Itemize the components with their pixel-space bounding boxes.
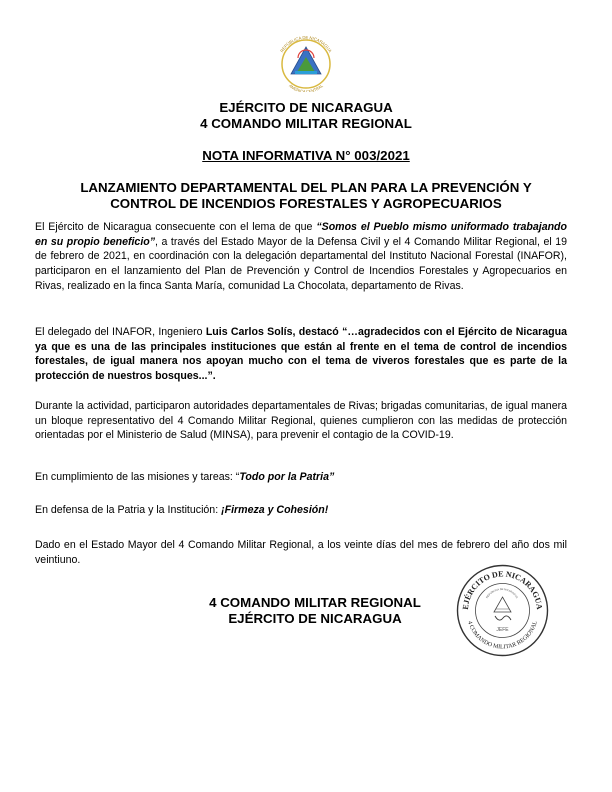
paragraph-delegate bbox=[35, 325, 567, 384]
seal-jefe-label: JEFE bbox=[496, 627, 509, 633]
delegate-quote: Luis Carlos Solís, destacó “…agradecidos con el Ejército de Nicaragua ya que es una de las principales instituciones que están al frente en el tema de control de incendios forestales, de igual manera nos apoyan mucho con el tema de viveros forestales que es parte de la protección de nuestros bosques...”. bbox=[35, 326, 567, 383]
paragraph-intro bbox=[35, 220, 567, 294]
paragraph-defense bbox=[35, 503, 567, 518]
mission-motto: Todo por la Patria” bbox=[239, 471, 335, 483]
seal-inner-text: REPÚBLICA DE NICARAGUA bbox=[485, 587, 519, 599]
paragraph-intro-text-a: El Ejército de Nicaragua consecuente con el lema de que bbox=[35, 221, 317, 233]
paragraph-activity: Durante la actividad, participaron autoridades departamentales de Rivas; brigadas comunitarias, de igual manera un bloque representativo del 4 Comando Militar Regional, quienes cumplieron con las medidas de protección orientadas por el Ministerio de Salud (MINSA), para prevenir el contagio de la COVID-19. bbox=[35, 400, 567, 442]
emblem-top-text: REPÚBLICA DE NICARAGUA bbox=[279, 34, 333, 54]
paragraph-delegate-text-a: El delegado del INAFOR, Ingeniero bbox=[35, 326, 206, 338]
title-line-1: LANZAMIENTO DEPARTAMENTAL DEL PLAN PARA LA PREVENCIÓN Y bbox=[80, 180, 532, 195]
signature-institution: EJÉRCITO DE NICARAGUA bbox=[228, 611, 402, 626]
seal-bottom-text: 4 COMANDO MILITAR REGIONAL bbox=[466, 620, 539, 651]
title-line-2: CONTROL DE INCENDIOS FORESTALES Y AGROPECUARIOS bbox=[110, 196, 502, 211]
motto-quote: “Somos el Pueblo mismo uniformado trabajando en su propio beneficio” bbox=[35, 221, 567, 248]
paragraph-mission bbox=[35, 470, 567, 485]
signature-command: 4 COMANDO MILITAR REGIONAL bbox=[209, 595, 421, 610]
header-institution: EJÉRCITO DE NICARAGUA bbox=[219, 100, 393, 115]
seal-top-text: EJÉRCITO DE NICARAGUA bbox=[460, 569, 545, 611]
paragraph-closing: Dado en el Estado Mayor del 4 Comando Militar Regional, a los veinte días del mes de febrero del año dos mil veintiuno. bbox=[35, 539, 567, 566]
emblem-bottom-text: AMÉRICA CENTRAL bbox=[288, 83, 324, 92]
note-number: NOTA INFORMATIVA N° 003/2021 bbox=[202, 148, 410, 163]
paragraph-defense-text-a: En defensa de la Patria y la Institución: bbox=[35, 504, 222, 516]
national-emblem-icon bbox=[271, 32, 341, 92]
header-command: 4 COMANDO MILITAR REGIONAL bbox=[200, 116, 412, 131]
defense-motto: ¡Firmeza y Cohesión! bbox=[221, 504, 329, 516]
paragraph-mission-text-a: En cumplimiento de las misiones y tareas: “ bbox=[35, 471, 240, 483]
paragraph-intro-text-c: , a través del Estado Mayor de la Defensa Civil y el 4 Comando Militar Regional, el 19 de febrero de 2021, en coordinación con la delegación departamental del Instituto Nacional Forestal (INAFOR), participaron en el lanzamiento del Plan de Prevención y Control de Incendios Forestales y Agropecuarios en Rivas, realizado en la finca Santa María, comunidad La Chocolata, departamento de Rivas. bbox=[35, 235, 568, 292]
